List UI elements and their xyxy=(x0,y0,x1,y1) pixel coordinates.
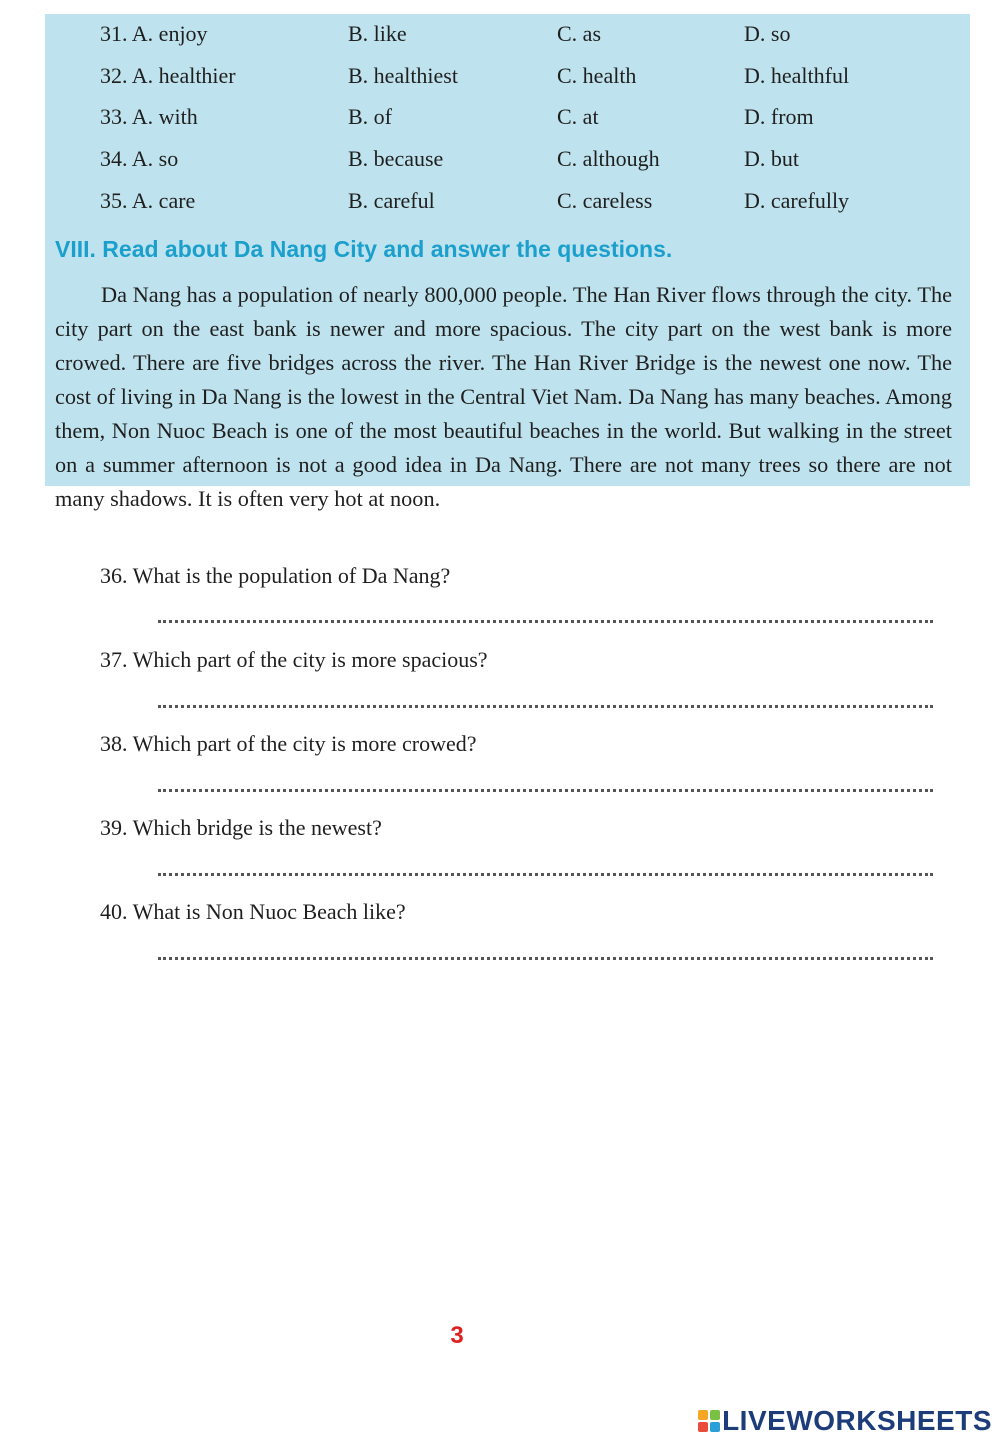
option-a: 31. A. enjoy xyxy=(100,21,208,46)
option-c: C. careless xyxy=(557,188,653,213)
logo-text: LIVEWORKSHEETS xyxy=(722,1405,992,1436)
liveworksheets-grid-icon xyxy=(698,1410,720,1432)
option-c: C. health xyxy=(557,63,637,88)
option-a: 32. A. healthier xyxy=(100,63,236,88)
logo-cell-icon xyxy=(710,1422,720,1432)
question-37: 37. Which part of the city is more spacious? xyxy=(100,647,488,672)
answer-line-40[interactable] xyxy=(158,957,933,960)
option-d: D. carefully xyxy=(744,188,850,213)
liveworksheets-logo[interactable] xyxy=(698,1404,992,1438)
section-heading: VIII. Read about Da Nang City and answer the questions. xyxy=(55,236,673,262)
mcq-row-35 xyxy=(100,181,960,221)
option-d: D. but xyxy=(744,146,799,171)
mcq-row-33 xyxy=(100,97,960,137)
mcq-row-31 xyxy=(100,14,960,54)
question-38: 38. Which part of the city is more crowed? xyxy=(100,731,477,756)
option-a: 34. A. so xyxy=(100,146,179,171)
option-b: B. of xyxy=(348,104,392,129)
option-d: D. so xyxy=(744,21,791,46)
option-a: 33. A. with xyxy=(100,104,198,129)
logo-cell-icon xyxy=(710,1410,720,1420)
option-b: B. healthiest xyxy=(348,63,458,88)
reading-passage: Da Nang has a population of nearly 800,000 people. The Han River flows through the city. The city part on the east bank is newer and more spacious. The city part on the west bank is more crowed. There are five bridges across the river. The Han River Bridge is the newest one now. The cost of living in Da Nang is the lowest in the Central Viet Nam. Da Nang has many beaches. Among them, Non Nuoc Beach is one of the most beautiful beaches in the world. But walking in the street on a summer afternoon is not a good idea in Da Nang. There are not many trees so there are not many shadows. It is often very hot at noon. xyxy=(55,282,952,511)
mcq-row-34 xyxy=(100,139,960,179)
answer-line-36[interactable] xyxy=(158,620,933,623)
logo-cell-icon xyxy=(698,1422,708,1432)
option-c: C. at xyxy=(557,104,599,129)
option-c: C. as xyxy=(557,21,601,46)
answer-line-39[interactable] xyxy=(158,873,933,876)
question-39: 39. Which bridge is the newest? xyxy=(100,815,382,840)
option-b: B. like xyxy=(348,21,407,46)
answer-line-37[interactable] xyxy=(158,705,933,708)
option-a: 35. A. care xyxy=(100,188,196,213)
option-d: D. from xyxy=(744,104,814,129)
option-c: C. although xyxy=(557,146,660,171)
mcq-row-32 xyxy=(100,56,960,96)
question-36: 36. What is the population of Da Nang? xyxy=(100,563,451,588)
logo-cell-icon xyxy=(698,1410,708,1420)
answer-line-38[interactable] xyxy=(158,789,933,792)
option-b: B. because xyxy=(348,146,444,171)
option-b: B. careful xyxy=(348,188,435,213)
option-d: D. healthful xyxy=(744,63,850,88)
question-40: 40. What is Non Nuoc Beach like? xyxy=(100,899,406,924)
page-number: 3 xyxy=(450,1322,464,1349)
